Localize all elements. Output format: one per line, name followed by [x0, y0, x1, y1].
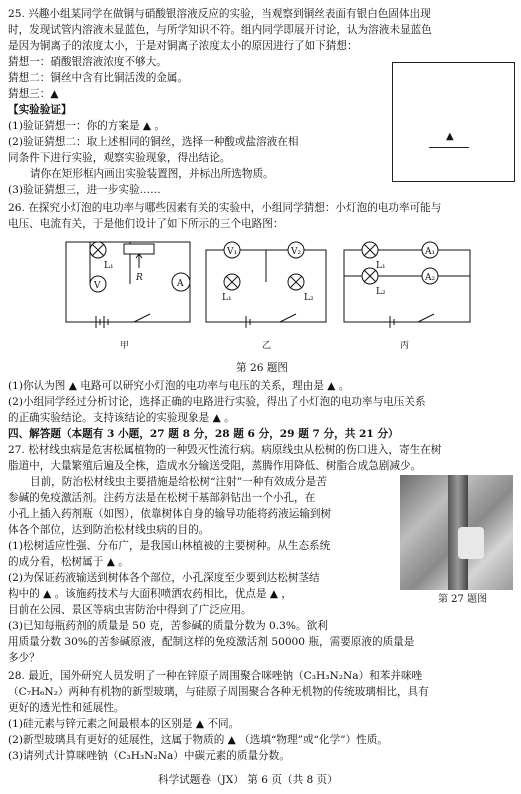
q27-q3c: 多少？ [8, 652, 40, 664]
label-bing-l2: L₂ [376, 287, 386, 297]
q27-q2b: 构中的 ▲ 。该施药技术与大面积喷洒农药相比，优点是 ▲ ， [8, 588, 293, 600]
q25-verify2c: 请你在矩形框内画出实验装置图，并标出所选物质。 [30, 168, 274, 180]
drawing-box[interactable] [392, 62, 515, 182]
label-yi-l2: L₂ [304, 293, 314, 303]
pine-tree-photo [400, 475, 513, 590]
q25-verify2b: 同条件下进行实验，观察实验现象，得出结论。 [8, 152, 231, 164]
q27-q3b: 用质量分数 30%的苦参碱原液，配制这样的免疫激活剂 50000 瓶，需要原液的质量是 [8, 636, 415, 648]
q25-line1: 25. 兴趣小组某同学在做铜与硝酸银溶液反应的实验，当观察到铜丝表面有银白色固体出现 [8, 8, 431, 20]
switch-icon [134, 314, 150, 322]
q27-q2a: (2)为保证药液输送到树体各个部位，小孔深度至少要到达松树茎结 [8, 572, 320, 584]
rheostat-icon [124, 244, 154, 254]
q25-line2: 时，发现试管内溶液未显蓝色，与所学知识不符。组内同学即展开讨论，认为溶液未显蓝色 [8, 24, 432, 36]
q26-answer2b: 的正确实验结论。支持该结论的实验现象是 ▲ 。 [8, 412, 235, 424]
q27-q2c: 目前在公园、景区等病虫害防治中得到了广泛应用。 [8, 604, 252, 616]
q28-line2: （C₇H₆N₂）两种有机物的新型玻璃，与硅原子周围聚合各种无机物的传统玻璃相比，具有 [8, 686, 429, 698]
q27-para2: 参碱的免疫激活剂。注药方法是在松树干基部斜钻出一个小孔，在 [8, 492, 316, 504]
circuit-diagrams [0, 232, 521, 362]
label-l1: L₁ [104, 261, 114, 271]
label-r: R [136, 273, 143, 283]
circuit-bing-frame [344, 250, 470, 322]
q26-figure-caption: 第 26 题图 [236, 362, 288, 374]
q27-q1a: (1)松树适应性强、分布广，是我国山林植被的主要树种。从生态系统 [8, 540, 331, 552]
medicine-bottle [458, 527, 484, 559]
q28-line1: 28. 最近，国外研究人员发明了一种在锌原子周围聚合咪唑钠（C₃H₃N₂Na）和苯并咪唑 [8, 670, 423, 682]
q26-line1: 26. 在探究小灯泡的电功率与哪些因素有关的实验中，小组同学猜想：小灯泡的电功率可能与 [8, 202, 442, 214]
q27-q1b: 的成分看，松树属于 ▲ 。 [8, 556, 129, 568]
caption-jia: 甲 [120, 341, 130, 351]
switch-icon [418, 314, 434, 322]
q27-q3a: (3)已知每瓶药剂的质量是 50 克，苦参碱的质量分数为 0.3%。欲利 [8, 620, 328, 632]
label-bing-l1: L₁ [376, 261, 386, 271]
q27-line1: 27. 松材线虫病是危害松属植物的一种毁灭性流行病。病原线虫从松树的伤口进入，寄生在树 [8, 444, 442, 456]
q25-verify1: (1)验证猜想一：你的方案是 ▲ 。 [8, 120, 166, 132]
caption-yi: 乙 [262, 341, 272, 351]
q26-answer1: (1)你认为图 ▲ 电路可以研究小灯泡的电功率与电压的关系，理由是 ▲ 。 [8, 380, 350, 392]
q25-guess3: 猜想三：▲ [8, 88, 59, 100]
q25-guess2: 猜想二：铜丝中含有比铜活泼的金属。 [8, 72, 189, 84]
switch-icon [280, 314, 296, 322]
label-a: A [177, 279, 184, 289]
q28-q1: (1)硅元素与锌元素之间最根本的区别是 ▲ 不同。 [8, 718, 240, 730]
label-v2: V₂ [291, 247, 302, 257]
q25-verify2a: (2)验证猜想二：取上述相同的铜丝，选择一种酸或盐溶液在相 [8, 136, 299, 148]
q25-guess1: 猜想一：硝酸银溶液浓度不够大。 [8, 56, 167, 68]
label-a1: A₁ [425, 247, 436, 257]
label-yi-l1: L₁ [222, 293, 232, 303]
q26-line2: 电压、电流有关，于是他们设计了如下所示的三个电路图： [8, 218, 284, 230]
q27-figure-caption: 第 27 题图 [438, 594, 488, 605]
q28-line3: 更好的透光性和延展性。 [8, 702, 125, 714]
q26-answer2a: (2)小组同学经过分析讨论，选择正确的电路进行实验，得出了小灯泡的电功率与电压关系 [8, 396, 426, 408]
q28-q2: (2)新型玻璃具有更好的延展性，这属于物质的 ▲ （选填“物理”或“化学”）性质。 [8, 734, 388, 746]
label-v: V [94, 281, 101, 291]
answer-underline [429, 147, 469, 148]
q25-verify3: (3)验证猜想三，进一步实验…… [8, 184, 161, 196]
answer-mark: ▲ [446, 131, 454, 142]
q25-line3: 是因为铜离子的浓度太小，于是对铜离子浓度太小的原因进行了如下猜想： [8, 40, 358, 52]
section-four-title: 四、解答题（本题有 3 小题，27 题 8 分，28 题 6 分，29 题 7 分，共 21 分） [8, 428, 399, 440]
label-a2: A₂ [425, 273, 436, 283]
q27-para3: 小孔上插入药剂瓶（如图），依靠树体自身的输导功能将药液运输到树 [8, 508, 332, 520]
page-footer: 科学试题卷（JX） 第 6 页（共 8 页） [158, 774, 338, 786]
label-v1: V₁ [227, 247, 238, 257]
q27-line2: 脂道中，大量繁殖后遍及全株，造成水分输送受阻，蒸腾作用降低、树脂合成急剧减少。 [8, 460, 422, 472]
q25-section-title: 【实验验证】 [8, 104, 72, 116]
caption-bing: 丙 [400, 341, 410, 351]
q27-para4: 体各个部位，达到防治松材线虫病的目的。 [8, 524, 210, 536]
q28-q3: (3)请列式计算咪唑钠（C₃H₃N₂Na）中碳元素的质量分数。 [8, 750, 290, 762]
q27-para1: 目前，防治松材线虫主要措施是给松树“注射”一种有效成分是苦 [30, 476, 327, 488]
